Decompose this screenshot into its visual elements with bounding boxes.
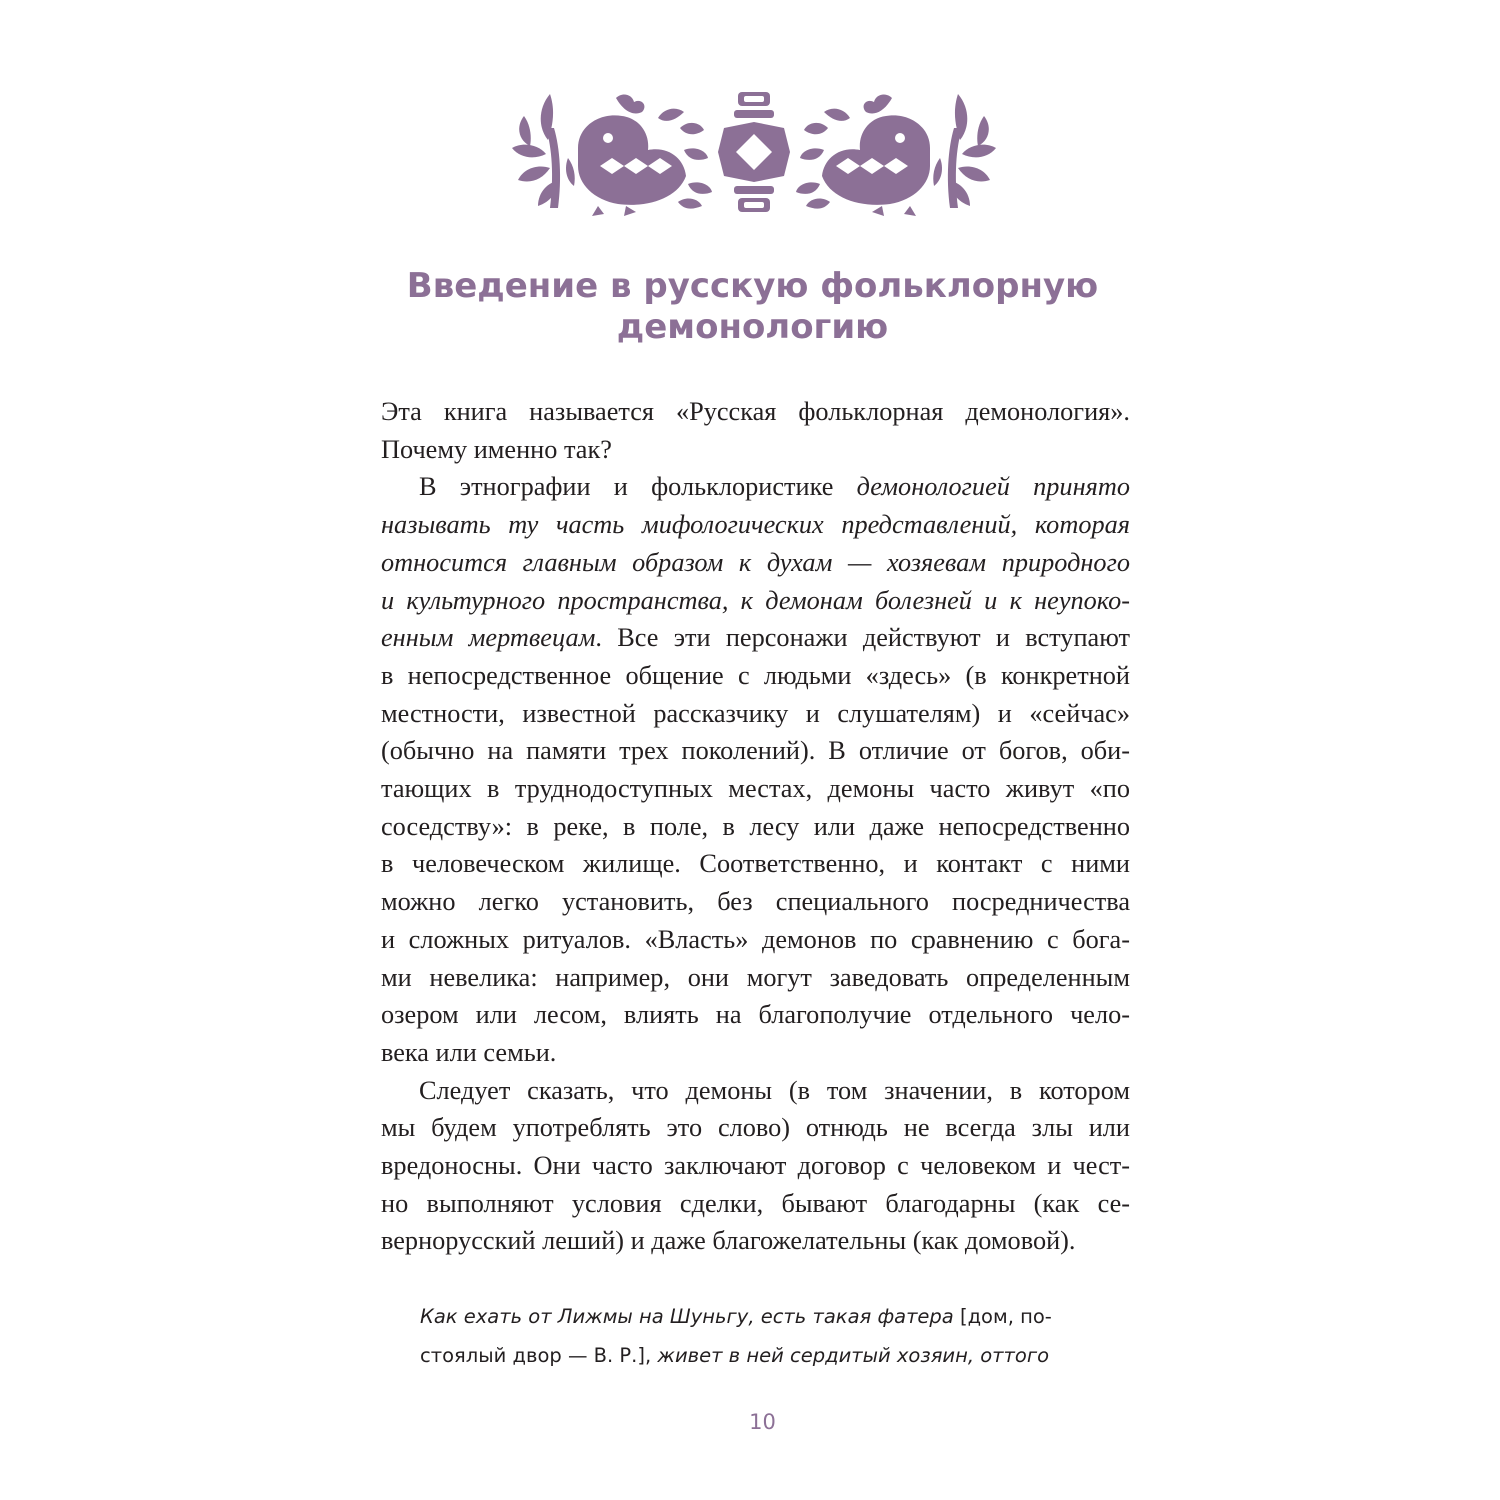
- chapter-title: [300, 266, 1205, 348]
- left-bird-icon: [566, 95, 712, 216]
- paragraph-2-italic: енным мертвецам: [381, 623, 596, 653]
- paragraph-1-line: Эта книга называется «Русская фольклорная демонология».: [381, 397, 1130, 426]
- quote-editor-note: [дом, по-: [953, 1305, 1052, 1328]
- chapter-title-line-2: демонологию: [616, 307, 889, 347]
- quote-line: [420, 1336, 1110, 1375]
- chapter-title-line-1: Введение в русскую фольклорную: [406, 266, 1099, 306]
- paragraph-2-line: можно легко установить, без специального посредничества: [381, 887, 1130, 917]
- folk-birds-ornament-icon: [508, 88, 1000, 216]
- paragraph-2-line: озером или лесом, влиять на благополучие отдельного чело-: [381, 1000, 1130, 1030]
- paragraph-2-line: соседству»: в реке, в поле, в лесу или даже непосредственно: [381, 811, 1130, 841]
- quote-editor-note: стоялый двор — В. Р.],: [420, 1344, 658, 1367]
- paragraph-2-line: века или семьи.: [381, 1037, 557, 1067]
- paragraph-2-line: и сложных ритуалов. «Власть» демонов по сравнению с бога-: [381, 924, 1130, 954]
- left-foliage-icon: [512, 94, 560, 208]
- paragraph-2-italic-line: и культурного пространства, к демонам болезней и к неупоко-: [381, 585, 1130, 615]
- paragraph-3-line: мы будем употреблять это слово) отнюдь не всегда злы или: [381, 1113, 1130, 1143]
- quote-block: [420, 1297, 1110, 1375]
- paragraph-2-line: [381, 619, 1130, 657]
- paragraph-2-italic-line: называть ту часть мифологических представлений, которая: [381, 510, 1130, 540]
- paragraph-2-text: . Все эти персонажи действуют и вступают: [595, 623, 1130, 653]
- paragraph-2-line: (обычно на памяти трех поколений). В отличие от богов, оби-: [381, 736, 1130, 766]
- paragraph-2-italic-line: относится главным образом к духам — хозяевам природного: [381, 547, 1130, 577]
- paragraph-1-line: Почему именно так?: [381, 434, 612, 464]
- paragraph-2-line: в непосредственное общение с людьми «здесь» (в конкретной: [381, 660, 1130, 690]
- paragraph-3-line: но выполняют условия сделки, бывают благодарны (как се-: [381, 1188, 1130, 1218]
- quote-italic: Как ехать от Лижмы на Шуньгу, есть такая фатера: [420, 1305, 954, 1328]
- paragraph-2-line: тающих в труднодоступных местах, демоны часто живут «по: [381, 774, 1130, 804]
- right-bird-icon: [796, 95, 942, 216]
- paragraph-2-text: В этнографии и фольклористике: [419, 472, 857, 502]
- right-foliage-icon: [948, 94, 996, 208]
- quote-line: [420, 1297, 1110, 1336]
- paragraph-3-line: вредоносны. Они часто заключают договор с человеком и чест-: [381, 1151, 1130, 1181]
- paragraph-2-italic: демонологией принято: [856, 472, 1130, 502]
- paragraph-2-line: местности, известной рассказчику и слушателям) и «сейчас»: [381, 698, 1130, 728]
- paragraph-2-line: ми невелика: например, они могут заведовать определенным: [381, 962, 1130, 992]
- paragraph-2-line: [381, 468, 1130, 506]
- paragraph-3-line: вернорусский леший) и даже благожелательны (как домовой).: [381, 1226, 1076, 1256]
- paragraph-3-line: Следует сказать, что демоны (в том значении, в котором: [419, 1075, 1130, 1105]
- quote-italic: живет в ней сердитый хозяин, оттого: [657, 1344, 1050, 1367]
- body-text: [381, 393, 1130, 1260]
- page-number: 10: [749, 1410, 776, 1434]
- paragraph-2-line: в человеческом жилище. Соответственно, и контакт с ними: [381, 849, 1130, 879]
